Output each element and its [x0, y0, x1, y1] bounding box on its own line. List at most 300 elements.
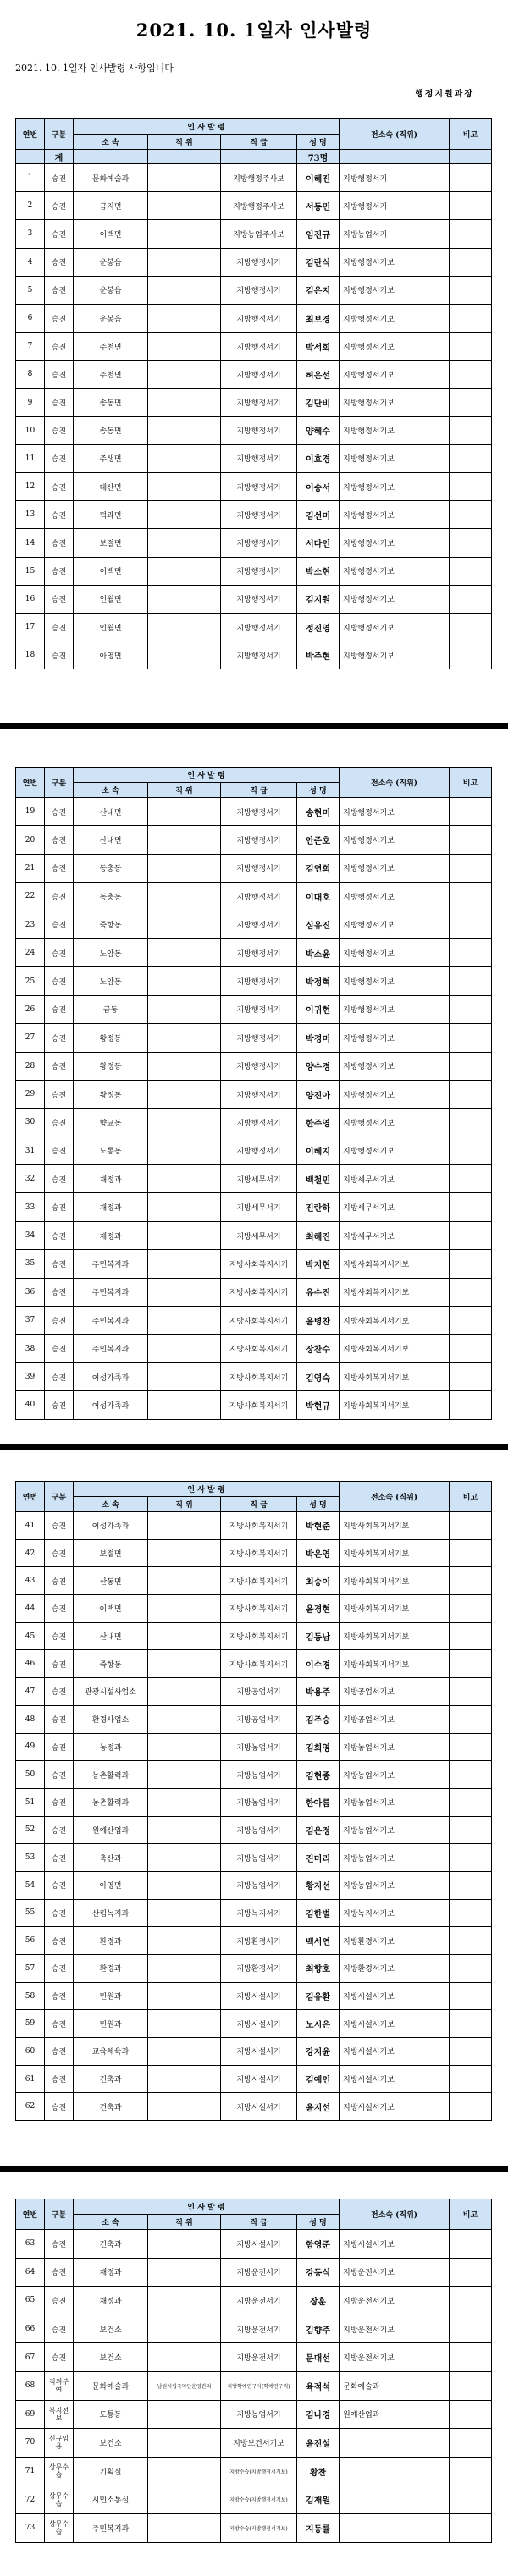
row-name: 이대호	[297, 883, 340, 911]
row-note	[450, 2010, 492, 2038]
row-grade: 지방행정서기	[221, 248, 297, 276]
row-no: 42	[16, 1539, 45, 1567]
row-previous-dept: 지방행정서기보	[340, 333, 450, 361]
row-name: 최보경	[297, 304, 340, 332]
row-dept: 산동면	[74, 1567, 148, 1595]
row-no: 57	[16, 1955, 45, 1983]
table-row	[16, 1595, 492, 1623]
row-position	[148, 1761, 221, 1789]
table-row	[16, 2315, 492, 2343]
table-row	[16, 1362, 492, 1390]
row-previous-dept	[340, 2513, 450, 2542]
row-name: 지동률	[297, 2513, 340, 2542]
row-name: 박주현	[297, 641, 340, 669]
row-grade: 지방농업서기	[221, 1844, 297, 1872]
header-appointment-group: 인 사 발 령	[74, 1482, 340, 1497]
row-note	[450, 2429, 492, 2458]
row-type: 승진	[45, 1109, 74, 1137]
row-dept: 여성가족과	[74, 1362, 148, 1390]
header-note: 비고	[450, 1482, 492, 1512]
row-note	[450, 1250, 492, 1278]
row-no: 19	[16, 798, 45, 826]
row-position	[148, 1391, 221, 1419]
row-grade: 지방농업주사보	[221, 220, 297, 248]
row-previous-dept: 지방행정서기보	[340, 798, 450, 826]
row-no: 14	[16, 529, 45, 557]
row-position	[148, 1927, 221, 1955]
table-row	[16, 1982, 492, 2010]
row-dept: 덕과면	[74, 501, 148, 529]
row-type: 승진	[45, 2258, 74, 2287]
row-previous-dept: 지방행정서기보	[340, 585, 450, 613]
row-dept: 기획실	[74, 2457, 148, 2485]
row-position	[148, 1250, 221, 1278]
row-note	[450, 2400, 492, 2429]
row-previous-dept: 지방녹지서기보	[340, 1899, 450, 1927]
row-name: 김지원	[297, 585, 340, 613]
row-previous-dept: 지방사회복지서기보	[340, 1512, 450, 1540]
table-row	[16, 1871, 492, 1899]
row-note	[450, 1733, 492, 1761]
row-no: 37	[16, 1307, 45, 1335]
row-grade: 지방행정서기	[221, 641, 297, 669]
row-no: 72	[16, 2485, 45, 2514]
row-no: 11	[16, 444, 45, 472]
row-name: 박서희	[297, 333, 340, 361]
header-grade: 직 급	[221, 1497, 297, 1512]
row-grade: 지방운전서기	[221, 2258, 297, 2287]
row-no: 53	[16, 1844, 45, 1872]
table-row	[16, 192, 492, 220]
row-position	[148, 1193, 221, 1221]
row-previous-dept: 지방농업서기보	[340, 1871, 450, 1899]
table-row	[16, 1024, 492, 1052]
row-type: 승진	[45, 2287, 74, 2315]
row-no: 56	[16, 1927, 45, 1955]
row-previous-dept: 지방세무서기보	[340, 1165, 450, 1193]
row-grade: 지방사회복지서기	[221, 1650, 297, 1678]
row-grade: 지방사회복지서기	[221, 1307, 297, 1335]
row-no: 55	[16, 1899, 45, 1927]
row-dept: 문화예술과	[74, 164, 148, 192]
row-dept: 죽항동	[74, 911, 148, 938]
row-previous-dept: 지방행정서기보	[340, 1080, 450, 1108]
row-previous-dept: 지방사회복지서기보	[340, 1595, 450, 1623]
row-name: 함영준	[297, 2230, 340, 2259]
row-name: 김영숙	[297, 1362, 340, 1390]
page-separator	[0, 1444, 508, 1450]
row-previous-dept: 지방농업서기보	[340, 1733, 450, 1761]
total-label: 계	[45, 150, 74, 164]
table-row	[16, 1109, 492, 1137]
header-position: 직 위	[148, 1497, 221, 1512]
row-name: 육적석	[297, 2371, 340, 2400]
row-dept: 이백면	[74, 1595, 148, 1623]
row-dept: 건축과	[74, 2065, 148, 2093]
row-note	[450, 444, 492, 472]
table-row	[16, 854, 492, 882]
row-note	[450, 2457, 492, 2485]
row-position	[148, 2065, 221, 2093]
row-grade: 지방사회복지서기	[221, 1278, 297, 1306]
row-previous-dept: 지방운전서기보	[340, 2287, 450, 2315]
row-position	[148, 2230, 221, 2259]
row-name: 문대선	[297, 2343, 340, 2372]
row-position	[148, 826, 221, 854]
table-row	[16, 938, 492, 966]
row-previous-dept: 지방행정서기보	[340, 967, 450, 995]
row-type: 승진	[45, 1335, 74, 1362]
row-no: 16	[16, 585, 45, 613]
row-no: 41	[16, 1512, 45, 1540]
row-type: 승진	[45, 1165, 74, 1193]
table-row	[16, 2400, 492, 2429]
row-previous-dept: 지방공업서기보	[340, 1705, 450, 1733]
row-position	[148, 1165, 221, 1193]
row-type: 승진	[45, 2038, 74, 2066]
table-row	[16, 641, 492, 669]
row-dept: 재정과	[74, 1165, 148, 1193]
row-no: 58	[16, 1982, 45, 2010]
row-position	[148, 1871, 221, 1899]
row-dept: 송동면	[74, 388, 148, 416]
row-note	[450, 1080, 492, 1108]
row-name: 황찬	[297, 2457, 340, 2485]
header-no: 연번	[16, 2199, 45, 2230]
row-position	[148, 1955, 221, 1983]
row-dept: 인월면	[74, 614, 148, 641]
row-dept: 산내면	[74, 798, 148, 826]
row-dept: 원예산업과	[74, 1816, 148, 1844]
row-grade: 지방행정서기	[221, 1024, 297, 1052]
header-name: 성 명	[297, 1497, 340, 1512]
table-row	[16, 473, 492, 501]
row-position	[148, 798, 221, 826]
row-type: 승진	[45, 1193, 74, 1221]
row-name: 심유진	[297, 911, 340, 938]
row-position	[148, 614, 221, 641]
row-note	[450, 2038, 492, 2066]
appointment-table	[15, 767, 492, 1420]
row-no: 26	[16, 995, 45, 1023]
row-position	[148, 1982, 221, 2010]
row-dept: 운봉읍	[74, 276, 148, 304]
row-type: 승진	[45, 416, 74, 444]
row-no: 13	[16, 501, 45, 529]
row-position	[148, 1705, 221, 1733]
row-dept: 주민복지과	[74, 1250, 148, 1278]
table-row	[16, 557, 492, 585]
row-name: 김한별	[297, 1899, 340, 1927]
header-no: 연번	[16, 119, 45, 150]
table-row	[16, 1761, 492, 1789]
row-no: 21	[16, 854, 45, 882]
row-note	[450, 1622, 492, 1650]
row-no: 52	[16, 1816, 45, 1844]
row-grade: 지방공업서기	[221, 1678, 297, 1706]
row-name: 김동남	[297, 1622, 340, 1650]
row-previous-dept: 지방행정서기보	[340, 304, 450, 332]
row-no: 54	[16, 1871, 45, 1899]
page-separator	[0, 723, 508, 729]
row-no: 2	[16, 192, 45, 220]
row-previous-dept: 지방시설서기보	[340, 1982, 450, 2010]
row-type: 승진	[45, 1871, 74, 1899]
table-row	[16, 2258, 492, 2287]
row-type: 승진	[45, 995, 74, 1023]
row-type: 승진	[45, 854, 74, 882]
row-previous-dept: 지방운전서기보	[340, 2315, 450, 2343]
row-previous-dept: 지방사회복지서기보	[340, 1567, 450, 1595]
header-previous-dept: 전소속 (직위)	[340, 119, 450, 150]
row-name: 황지선	[297, 1871, 340, 1899]
row-previous-dept: 지방행정서기보	[340, 641, 450, 669]
row-previous-dept: 지방행정서기보	[340, 529, 450, 557]
row-name: 강지윤	[297, 2038, 340, 2066]
table-row	[16, 967, 492, 995]
row-no: 65	[16, 2287, 45, 2315]
row-grade: 지방운전서기	[221, 2315, 297, 2343]
row-previous-dept: 문화예술과	[340, 2371, 450, 2400]
row-dept: 금동	[74, 995, 148, 1023]
row-no: 68	[16, 2371, 45, 2400]
row-position	[148, 248, 221, 276]
row-name: 김희영	[297, 1733, 340, 1761]
appointment-table	[15, 118, 492, 669]
row-type: 승진	[45, 2065, 74, 2093]
row-note	[450, 1678, 492, 1706]
row-position	[148, 1512, 221, 1540]
header-grade: 직 급	[221, 2215, 297, 2230]
row-type: 승진	[45, 1137, 74, 1164]
row-no: 71	[16, 2457, 45, 2485]
header-appointment-group: 인 사 발 령	[74, 2199, 340, 2215]
row-name: 임진규	[297, 220, 340, 248]
row-note	[450, 1307, 492, 1335]
row-position	[148, 1109, 221, 1137]
header-type: 구분	[45, 768, 74, 798]
table-row	[16, 1927, 492, 1955]
row-no: 40	[16, 1391, 45, 1419]
row-name: 박정혁	[297, 967, 340, 995]
row-no: 48	[16, 1705, 45, 1733]
row-dept: 왕정동	[74, 1052, 148, 1080]
row-name: 양진아	[297, 1080, 340, 1108]
row-no: 4	[16, 248, 45, 276]
row-name: 노시은	[297, 2010, 340, 2038]
table-row	[16, 1567, 492, 1595]
row-note	[450, 1512, 492, 1540]
row-note	[450, 2287, 492, 2315]
row-name: 박경미	[297, 1024, 340, 1052]
row-type: 승진	[45, 1512, 74, 1540]
total-empty-cell	[148, 150, 221, 164]
row-no: 46	[16, 1650, 45, 1678]
row-position	[148, 333, 221, 361]
row-position	[148, 501, 221, 529]
row-dept: 건축과	[74, 2230, 148, 2259]
row-type: 승진	[45, 164, 74, 192]
row-grade: 지방행정서기	[221, 473, 297, 501]
row-note	[450, 1899, 492, 1927]
row-note	[450, 1567, 492, 1595]
row-grade: 지방학예연구사(학예연구직)	[221, 2371, 297, 2400]
row-dept: 금지면	[74, 192, 148, 220]
row-previous-dept: 지방행정서기보	[340, 248, 450, 276]
row-no: 59	[16, 2010, 45, 2038]
table-row	[16, 333, 492, 361]
table-row	[16, 248, 492, 276]
row-name: 최승이	[297, 1567, 340, 1595]
row-note	[450, 1816, 492, 1844]
row-type: 승진	[45, 361, 74, 388]
row-name: 박소윤	[297, 938, 340, 966]
row-no: 20	[16, 826, 45, 854]
row-type: 승진	[45, 2230, 74, 2259]
row-type: 승진	[45, 1278, 74, 1306]
row-name: 송현미	[297, 798, 340, 826]
table-row	[16, 1080, 492, 1108]
row-name: 김현종	[297, 1761, 340, 1789]
row-no: 67	[16, 2343, 45, 2372]
table-row	[16, 1137, 492, 1164]
row-no: 25	[16, 967, 45, 995]
table-row	[16, 1278, 492, 1306]
row-note	[450, 614, 492, 641]
table-row	[16, 1250, 492, 1278]
row-dept: 산내면	[74, 1622, 148, 1650]
row-no: 38	[16, 1335, 45, 1362]
row-previous-dept: 지방행정서기보	[340, 361, 450, 388]
row-no: 64	[16, 2258, 45, 2287]
row-no: 34	[16, 1221, 45, 1249]
row-previous-dept: 지방행정서기보	[340, 501, 450, 529]
row-dept: 농촌활력과	[74, 1761, 148, 1789]
row-position	[148, 1080, 221, 1108]
table-row	[16, 304, 492, 332]
row-note	[450, 2093, 492, 2121]
page-separator	[0, 2166, 508, 2172]
row-position	[148, 585, 221, 613]
row-note	[450, 2230, 492, 2259]
row-grade: 지방녹지서기	[221, 1899, 297, 1927]
row-grade: 지방행정서기	[221, 967, 297, 995]
row-name: 윤경현	[297, 1595, 340, 1623]
row-previous-dept: 지방행정서기보	[340, 1024, 450, 1052]
row-grade: 지방농업서기	[221, 1733, 297, 1761]
row-name: 백서연	[297, 1927, 340, 1955]
header-name: 성 명	[297, 135, 340, 150]
row-type: 승진	[45, 1250, 74, 1278]
row-position	[148, 1595, 221, 1623]
row-no: 5	[16, 276, 45, 304]
row-name: 박용주	[297, 1678, 340, 1706]
row-name: 김유환	[297, 1982, 340, 2010]
table-row	[16, 2038, 492, 2066]
table-row	[16, 529, 492, 557]
row-note	[450, 1844, 492, 1872]
row-grade: 지방보건서기보	[221, 2429, 297, 2458]
row-grade: 지방행정서기	[221, 854, 297, 882]
row-position	[148, 854, 221, 882]
row-grade: 지방농업서기	[221, 1788, 297, 1816]
row-position	[148, 1307, 221, 1335]
row-grade: 지방세무서기	[221, 1193, 297, 1221]
row-type: 승진	[45, 1024, 74, 1052]
row-note	[450, 2371, 492, 2400]
row-previous-dept: 지방행정서기	[340, 164, 450, 192]
table-row	[16, 1955, 492, 1983]
row-grade: 지방농업서기	[221, 2400, 297, 2429]
row-note	[450, 1109, 492, 1137]
row-note	[450, 641, 492, 669]
row-name: 최혜진	[297, 1221, 340, 1249]
header-grade: 직 급	[221, 135, 297, 150]
row-no: 73	[16, 2513, 45, 2542]
row-note	[450, 1871, 492, 1899]
row-dept: 아영면	[74, 641, 148, 669]
row-previous-dept: 지방행정서기보	[340, 911, 450, 938]
row-name: 장훈	[297, 2287, 340, 2315]
row-previous-dept: 지방행정서기보	[340, 557, 450, 585]
row-name: 윤병찬	[297, 1307, 340, 1335]
row-type: 승진	[45, 1622, 74, 1650]
row-previous-dept: 지방운전서기보	[340, 2258, 450, 2287]
row-name: 서다인	[297, 529, 340, 557]
row-previous-dept: 지방행정서기보	[340, 883, 450, 911]
row-type: 승진	[45, 2093, 74, 2121]
row-no: 17	[16, 614, 45, 641]
row-name: 최향호	[297, 1955, 340, 1983]
table-row	[16, 1678, 492, 1706]
row-position	[148, 1137, 221, 1164]
row-previous-dept: 지방행정서기보	[340, 1137, 450, 1164]
row-name: 이혜진	[297, 164, 340, 192]
row-dept: 노암동	[74, 967, 148, 995]
table-row	[16, 585, 492, 613]
row-previous-dept: 지방세무서기보	[340, 1221, 450, 1249]
row-no: 43	[16, 1567, 45, 1595]
total-empty-cell	[450, 150, 492, 164]
row-position	[148, 416, 221, 444]
row-position	[148, 1678, 221, 1706]
row-grade: 지방행정서기	[221, 333, 297, 361]
row-position	[148, 192, 221, 220]
row-position	[148, 276, 221, 304]
header-no: 연번	[16, 768, 45, 798]
row-grade: 지방세무서기	[221, 1221, 297, 1249]
row-position	[148, 1733, 221, 1761]
row-no: 6	[16, 304, 45, 332]
row-no: 32	[16, 1165, 45, 1193]
row-dept: 건축과	[74, 2093, 148, 2121]
table-row	[16, 1650, 492, 1678]
row-name: 정진영	[297, 614, 340, 641]
row-previous-dept: 지방농업서기보	[340, 1761, 450, 1789]
table-row	[16, 1733, 492, 1761]
row-previous-dept	[340, 2485, 450, 2514]
row-previous-dept: 지방사회복지서기보	[340, 1362, 450, 1390]
row-grade: 지방행정서기	[221, 883, 297, 911]
row-type: 승진	[45, 1080, 74, 1108]
row-type: 승진	[45, 501, 74, 529]
row-type: 승진	[45, 220, 74, 248]
row-dept: 교육체육과	[74, 2038, 148, 2066]
total-empty-cell	[340, 150, 450, 164]
table-row	[16, 1844, 492, 1872]
row-type: 승진	[45, 1955, 74, 1983]
row-dept: 농정과	[74, 1733, 148, 1761]
